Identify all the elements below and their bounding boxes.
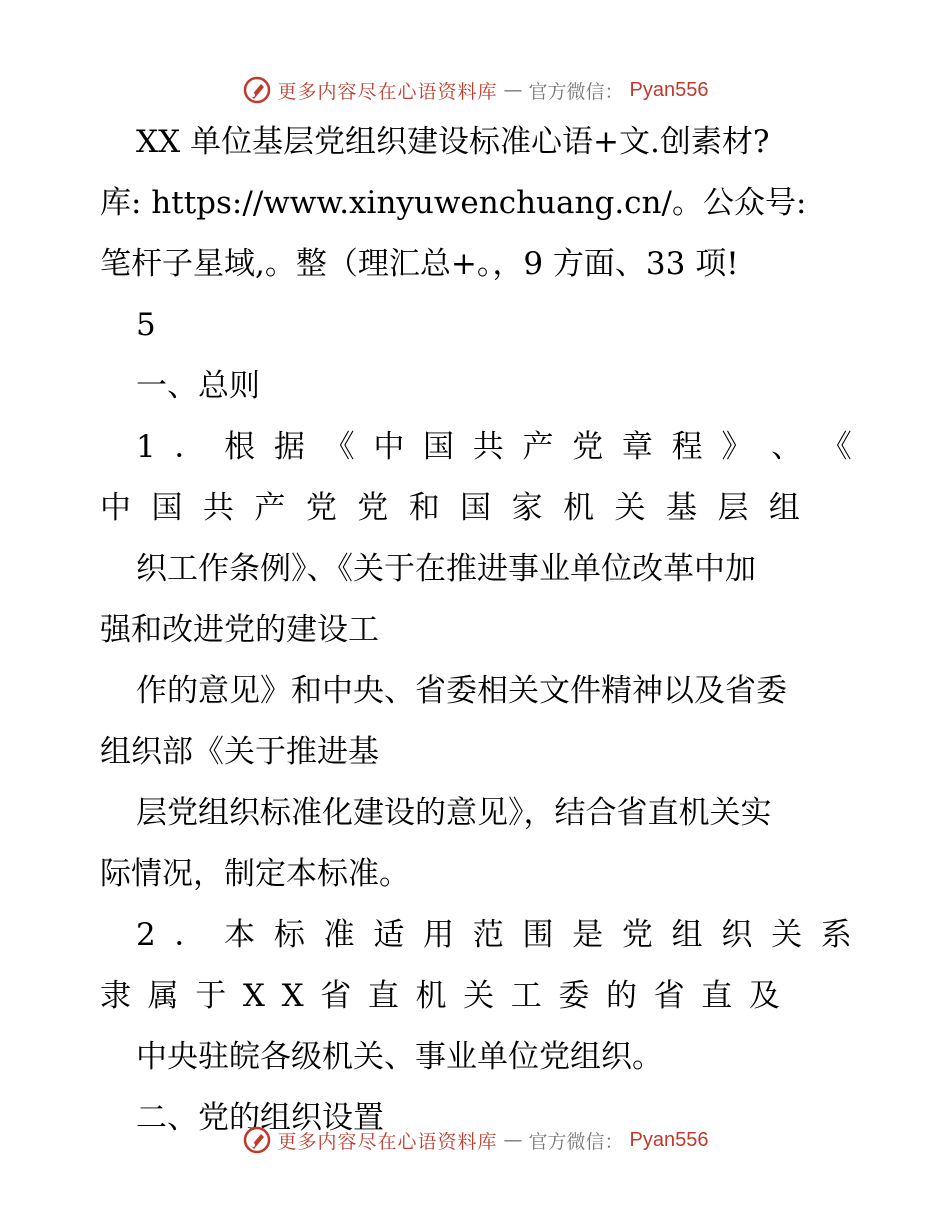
doc-char: 委: [558, 978, 590, 1014]
doc-line: 际情况，制定本标准。: [100, 856, 410, 892]
doc-line: 5: [136, 307, 156, 343]
doc-char: 系: [820, 917, 852, 953]
banner-dash: —: [503, 1129, 523, 1151]
doc-char: 、: [771, 429, 803, 465]
doc-char: 关: [771, 917, 803, 953]
doc-char: 程: [671, 429, 703, 465]
doc-char: 党: [357, 490, 389, 526]
doc-line-spread: [100, 905, 852, 966]
doc-line: 笔杆子星域,。整（理汇总+。，9 方面、33 项!: [100, 246, 739, 282]
footer-banner: [0, 1120, 950, 1160]
doc-char: 组: [768, 490, 800, 526]
doc-char: X: [242, 978, 265, 1014]
pen-seal-icon: [242, 1125, 272, 1155]
doc-line: 库: https://www.xinyuwenchuang.cn/。公众号:: [100, 185, 807, 221]
doc-char: 关: [463, 978, 495, 1014]
document-body: [100, 112, 852, 1149]
doc-char: 隶: [100, 978, 131, 1014]
doc-char: 根: [224, 429, 256, 465]
doc-line-spread: [100, 478, 800, 539]
doc-char: 国: [151, 490, 183, 526]
header-banner: [0, 70, 950, 110]
doc-char: 围: [522, 917, 554, 953]
doc-char: 2: [136, 917, 156, 953]
doc-char: X: [281, 978, 304, 1014]
doc-char: 中: [100, 490, 131, 526]
doc-char: 《: [323, 429, 355, 465]
doc-char: 属: [147, 978, 179, 1014]
doc-char: 用: [423, 917, 455, 953]
doc-line-spread: [100, 966, 780, 1027]
doc-char: 的: [606, 978, 638, 1014]
doc-line: XX 单位基层党组织建设标准心语+文.创素材?: [136, 124, 770, 160]
doc-char: 准: [323, 917, 355, 953]
doc-char: 党: [305, 490, 337, 526]
doc-char: 党: [572, 429, 604, 465]
doc-char: 产: [254, 490, 286, 526]
banner-dash: —: [503, 79, 523, 101]
doc-line: 强和改进党的建设工: [100, 612, 379, 648]
doc-char: 共: [202, 490, 234, 526]
doc-char: 》: [721, 429, 753, 465]
doc-char: 直: [367, 978, 399, 1014]
doc-char: 标: [273, 917, 305, 953]
doc-char: 机: [415, 978, 447, 1014]
doc-char: 国: [460, 490, 492, 526]
doc-char: 《: [820, 429, 852, 465]
pen-seal-icon: [242, 75, 272, 105]
doc-char: 及: [748, 978, 780, 1014]
doc-char: 省: [653, 978, 685, 1014]
doc-char: 国: [423, 429, 455, 465]
doc-char: 章: [621, 429, 653, 465]
doc-char: 和: [408, 490, 440, 526]
doc-char: 基: [665, 490, 697, 526]
doc-line: 组织部《关于推进基: [100, 734, 379, 770]
doc-char: 关: [614, 490, 646, 526]
doc-char: 产: [522, 429, 554, 465]
doc-char: 织: [721, 917, 753, 953]
banner-secondary-text: 官方微信：: [528, 80, 624, 103]
doc-char: 层: [717, 490, 749, 526]
doc-char: 适: [373, 917, 405, 953]
section-heading: 二、党的组织设置: [136, 1100, 384, 1136]
banner-wechat-id: Pyan556: [629, 78, 709, 101]
banner-primary-text: 更多内容尽在心语资料库: [277, 80, 498, 103]
doc-char: 机: [563, 490, 595, 526]
doc-char: 党: [621, 917, 653, 953]
doc-char: 是: [572, 917, 604, 953]
banner-wechat-id: Pyan556: [629, 1128, 709, 1151]
doc-line-spread: [100, 417, 852, 478]
doc-char: 工: [510, 978, 542, 1014]
doc-char: 1: [136, 429, 156, 465]
doc-line: 织工作条例》、《关于在推进事业单位改革中加: [136, 551, 756, 587]
doc-char: ．: [174, 917, 206, 953]
doc-char: 本: [224, 917, 256, 953]
banner-secondary-text: 官方微信：: [528, 1130, 624, 1153]
doc-char: 于: [195, 978, 227, 1014]
doc-char: 据: [273, 429, 305, 465]
doc-char: 中: [373, 429, 405, 465]
section-heading: 一、总则: [136, 368, 260, 404]
doc-char: ．: [174, 429, 206, 465]
doc-line: 中央驻皖各级机关、事业单位党组织。: [136, 1039, 663, 1075]
doc-line: 作的意见》和中央、省委相关文件精神以及省委: [136, 673, 787, 709]
doc-char: 直: [701, 978, 733, 1014]
doc-char: 共: [472, 429, 504, 465]
doc-char: 范: [472, 917, 504, 953]
doc-char: 家: [511, 490, 543, 526]
doc-char: 组: [671, 917, 703, 953]
doc-char: 省: [320, 978, 352, 1014]
banner-primary-text: 更多内容尽在心语资料库: [277, 1130, 498, 1153]
doc-line: 层党组织标准化建设的意见》，结合省直机关实: [136, 795, 772, 831]
